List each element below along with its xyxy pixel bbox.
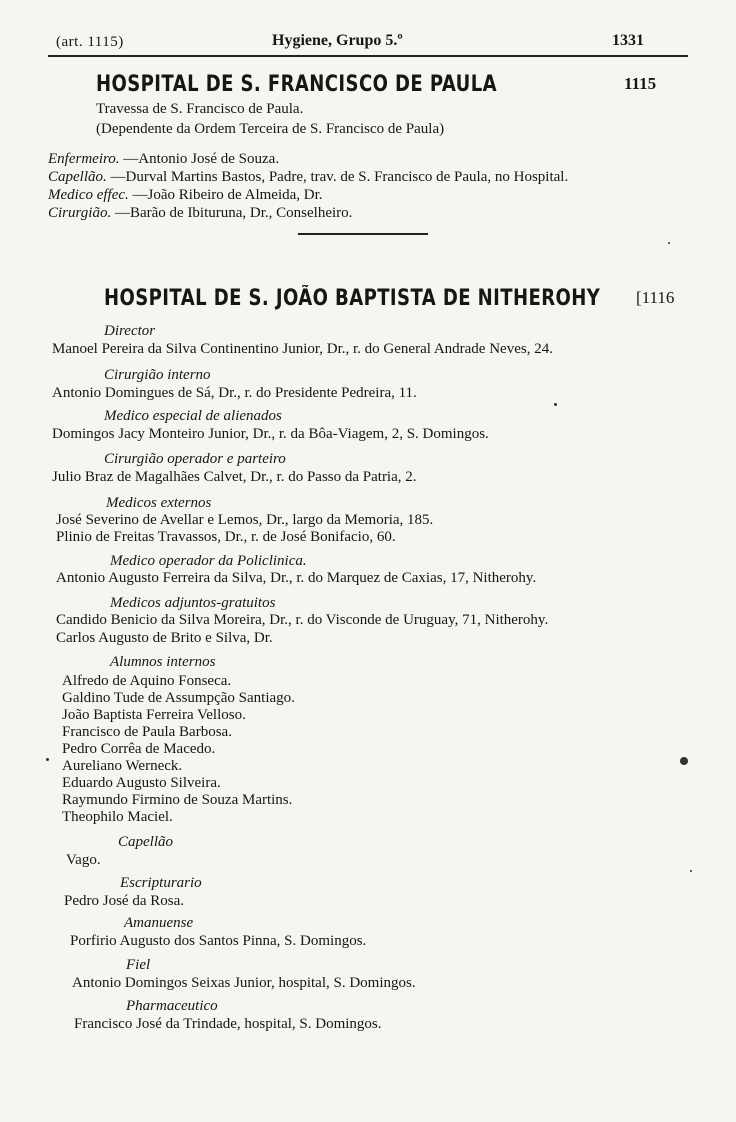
ink-speck — [668, 242, 670, 244]
group-entry: Domingos Jacy Monteiro Junior, Dr., r. da Bôa-Viagem, 2, S. Domingos. — [52, 426, 489, 442]
group-heading: Amanuense — [124, 915, 194, 931]
section1-dependency: (Dependente da Ordem Terceira de S. Francisco de Paula) — [96, 121, 445, 137]
group-entry: Francisco de Paula Barbosa. — [62, 724, 232, 740]
group-entry: Aureliano Werneck. — [62, 758, 183, 774]
section1-title: HOSPITAL DE S. FRANCISCO DE PAULA — [96, 72, 497, 97]
staff-entry: —Antonio José de Souza. — [123, 151, 280, 167]
group-heading: Escripturario — [120, 875, 202, 891]
group-heading: Medico especial de alienados — [104, 408, 282, 424]
group-heading: Cirurgião interno — [104, 367, 211, 383]
group-entry: Plinio de Freitas Travassos, Dr., r. de José Bonifacio, 60. — [56, 529, 396, 545]
group-entry: Candido Benicio da Silva Moreira, Dr., r. do Visconde de Uruguay, 71, Nitherohy. — [56, 612, 549, 628]
group-entry: Francisco José da Trindade, hospital, S. Domingos. — [74, 1016, 382, 1032]
section1-address: Travessa de S. Francisco de Paula. — [96, 101, 304, 117]
staff-entry: —Barão de Ibituruna, Dr., Conselheiro. — [114, 205, 353, 221]
ink-speck — [680, 757, 688, 765]
group-heading: Medico operador da Policlinica. — [110, 553, 307, 569]
group-heading: Cirurgião operador e parteiro — [104, 451, 286, 467]
staff-entry: —Durval Martins Bastos, Padre, trav. de S. Francisco de Paula, no Hospital. — [110, 169, 569, 185]
group-entry: Theophilo Maciel. — [62, 809, 173, 825]
group-entry: Antonio Augusto Ferreira da Silva, Dr., r. do Marquez de Caxias, 17, Nitherohy. — [56, 570, 537, 586]
group-heading: Director — [104, 323, 156, 339]
section1-staff-row — [48, 151, 279, 168]
group-entry: João Baptista Ferreira Velloso. — [62, 707, 246, 723]
group-entry: Pedro José da Rosa. — [64, 893, 184, 909]
section1-staff-row — [48, 187, 323, 204]
section1-staff-row — [48, 169, 568, 186]
group-entry: Carlos Augusto de Brito e Silva, Dr. — [56, 630, 273, 646]
group-entry: Alfredo de Aquino Fonseca. — [62, 673, 232, 689]
staff-role: Enfermeiro. — [48, 151, 120, 167]
ink-speck — [554, 403, 557, 406]
header-section: Hygiene, Grupo 5.º — [272, 32, 403, 49]
group-entry: Raymundo Firmino de Souza Martins. — [62, 792, 293, 808]
group-heading: Alumnos internos — [110, 654, 216, 670]
group-entry: José Severino de Avellar e Lemos, Dr., largo da Memoria, 185. — [56, 512, 434, 528]
group-entry: Manoel Pereira da Silva Continentino Junior, Dr., r. do General Andrade Neves, 24. — [52, 341, 553, 357]
section-divider — [298, 233, 428, 235]
group-entry: Galdino Tude de Assumpção Santiago. — [62, 690, 295, 706]
header-rule — [48, 55, 688, 57]
ink-speck — [690, 870, 692, 872]
staff-entry: —João Ribeiro de Almeida, Dr. — [132, 187, 323, 203]
group-entry: Porfirio Augusto dos Santos Pinna, S. Domingos. — [70, 933, 367, 949]
section2-title: HOSPITAL DE S. JOÃO BAPTISTA DE NITHEROHY — [104, 286, 601, 311]
group-heading: Fiel — [126, 957, 151, 973]
group-heading: Medicos adjuntos-gratuitos — [110, 595, 276, 611]
group-heading: Pharmaceutico — [126, 998, 218, 1014]
staff-role: Capellão. — [48, 169, 107, 185]
group-entry: Julio Braz de Magalhães Calvet, Dr., r. do Passo da Patria, 2. — [52, 469, 417, 485]
section1-number: 1115 — [624, 74, 657, 93]
staff-role: Medico effec. — [48, 187, 129, 203]
group-entry: Eduardo Augusto Silveira. — [62, 775, 221, 791]
group-entry: Antonio Domingues de Sá, Dr., r. do Presidente Pedreira, 11. — [52, 385, 417, 401]
header-page-number: 1331 — [612, 32, 644, 49]
group-heading: Medicos externos — [106, 495, 212, 511]
ink-speck — [46, 758, 49, 761]
staff-role: Cirurgião. — [48, 205, 112, 221]
group-entry: Pedro Corrêa de Macedo. — [62, 741, 216, 757]
section2-number: [1116 — [636, 288, 675, 307]
group-heading: Capellão — [118, 834, 173, 850]
group-entry: Vago. — [66, 852, 101, 868]
group-entry: Antonio Domingos Seixas Junior, hospital, S. Domingos. — [72, 975, 416, 991]
header-article-ref: (art. 1115) — [56, 34, 124, 50]
section1-staff-row — [48, 205, 352, 222]
